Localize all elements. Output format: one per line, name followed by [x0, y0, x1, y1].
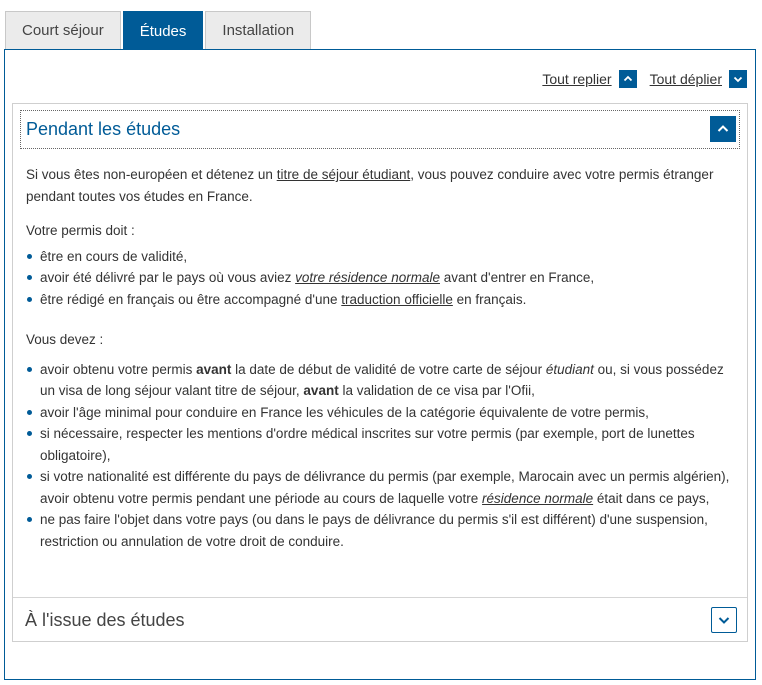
collapse-all-button[interactable]: [542, 70, 636, 88]
accordion-controls: [542, 70, 747, 88]
permis-requirements-list: [26, 246, 735, 311]
list-item: [26, 359, 735, 402]
list-item: [26, 267, 735, 289]
accordion-title[interactable]: À l'issue des études: [25, 609, 185, 630]
tab-court-sejour[interactable]: Court séjour: [5, 11, 121, 49]
intro-paragraph: [26, 164, 735, 207]
text: Si vous êtes non-européen et détenez un: [26, 167, 277, 182]
text: , vous pouvez conduire avec votre permis étranger pendant toutes vos études en France.: [26, 167, 714, 204]
traduction-officielle-link[interactable]: traduction officielle: [341, 291, 453, 307]
bold-text: avant: [196, 361, 232, 377]
list-item: avoir l'âge minimal pour conduire en France les véhicules de la catégorie équivalente de votre permis,: [26, 402, 735, 424]
accordion: [12, 103, 748, 642]
accordion-header-issue-etudes[interactable]: [13, 598, 747, 642]
text: avoir été délivré par le pays où vous aviez: [40, 270, 296, 285]
list-item: [26, 289, 735, 311]
text: la date de début de validité de votre carte de séjour: [231, 361, 546, 377]
permis-doit-heading: Votre permis doit :: [26, 223, 135, 238]
collapse-all-label[interactable]: Tout replier: [542, 71, 612, 87]
list-item: ne pas faire l'objet dans votre pays (ou dans le pays de délivrance du permis s'il est différent) d'une suspension, restriction ou annulation de votre droit de conduire.: [26, 509, 735, 552]
text: la validation de ce visa par l'Ofii,: [338, 383, 535, 398]
tab-installation[interactable]: Installation: [205, 11, 311, 49]
chevron-up-icon[interactable]: [619, 70, 637, 88]
italic-text: étudiant: [545, 361, 594, 377]
accordion-title[interactable]: Pendant les études: [26, 119, 181, 139]
list-item: si nécessaire, respecter les mentions d'ordre médical inscrites sur votre permis (par exemple, port de lunettes obligatoire),: [26, 423, 735, 466]
residence-normale-link[interactable]: résidence normale: [482, 490, 594, 506]
chevron-up-icon[interactable]: [710, 116, 736, 142]
tab-etudes[interactable]: Études: [123, 11, 204, 50]
expand-all-label[interactable]: Tout déplier: [649, 71, 722, 87]
accordion-body: [13, 149, 747, 552]
chevron-down-icon[interactable]: [711, 607, 737, 633]
text: était dans ce pays,: [593, 490, 710, 506]
text: avant d'entrer en France,: [439, 270, 595, 285]
text: être rédigé en français ou être accompagné d'une: [40, 291, 342, 307]
tab-bar: [5, 11, 313, 50]
text: en français.: [452, 291, 527, 307]
expand-all-button[interactable]: [650, 70, 747, 88]
accordion-header-pendant-etudes[interactable]: [20, 110, 740, 149]
residence-normale-link[interactable]: votre résidence normale: [295, 270, 440, 285]
text: ou, si vous possédez un visa de long séjour valant titre de séjour,: [40, 361, 724, 398]
list-item: [26, 466, 735, 509]
list-item: être en cours de validité,: [26, 246, 735, 268]
chevron-down-icon[interactable]: [729, 70, 747, 88]
text: si votre nationalité est différente du pays de délivrance du permis (par exemple, Marocain avec un permis algérien), avoir obtenu votre permis pendant une période au cours de laquelle votre: [40, 469, 730, 506]
obligations-list: [26, 359, 735, 553]
bold-text: avant: [303, 383, 339, 398]
titre-sejour-link[interactable]: titre de séjour étudiant: [276, 167, 411, 182]
tab-panel: [4, 49, 756, 680]
text: avoir obtenu votre permis: [40, 361, 197, 377]
vous-devez-heading: Vous devez :: [26, 332, 104, 347]
